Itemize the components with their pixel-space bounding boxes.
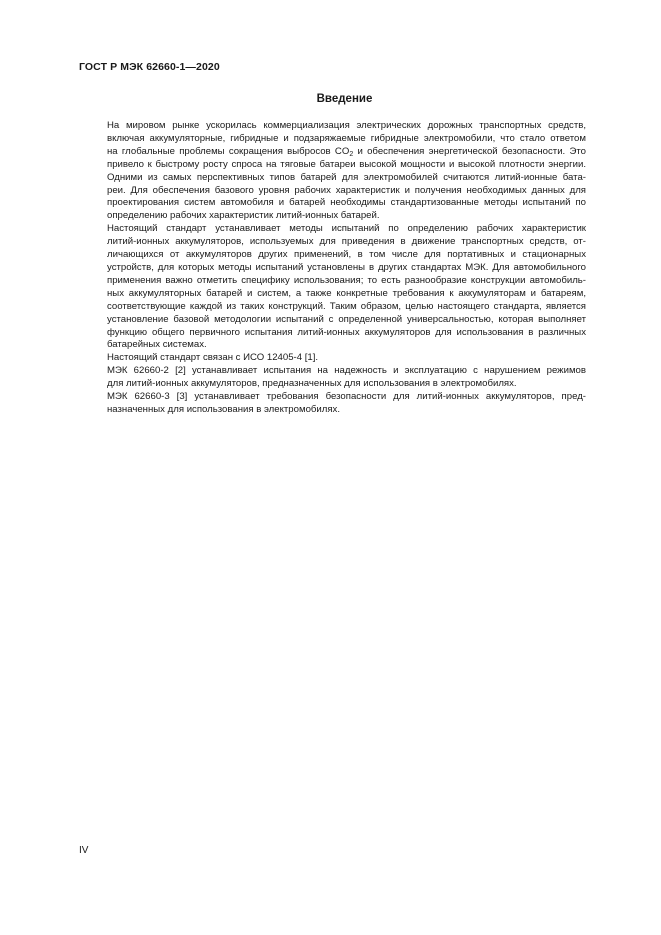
section-title: Введение — [316, 93, 373, 105]
text-line: На мировом рынке ускорилась коммерциализация электрических дорожных транспортных средств, — [107, 120, 586, 131]
text-line: привело к быстрому росту спроса на тяговые батареи высокой мощности и высокой плотности энергии. — [107, 158, 586, 170]
text-line-co2 — [79, 146, 586, 159]
text-line: устройств, для которых методы испытаний установлены в других стандартах МЭК. Для автомобильного — [107, 261, 586, 273]
text-line: соответствующие каждой из таких конструкций. Таким образом, целью настоящего стандарта, является — [107, 300, 586, 312]
co2-subscript: 2 — [349, 150, 354, 158]
paragraph — [79, 391, 586, 417]
text-line: Настоящий стандарт устанавливает методы испытаний по определению рабочих характеристик — [107, 223, 586, 235]
paragraph — [79, 352, 586, 365]
text-line: Одними из самых перспективных типов батарей для электромобилей считаются литий-ионные бата- — [107, 171, 586, 183]
text-line: определению рабочих характеристик литий-ионных батарей. — [107, 210, 380, 222]
paragraph — [79, 223, 586, 352]
text-line: для литий-ионных аккумуляторов, предназначенных для использования в электромобилях. — [107, 378, 517, 390]
text-line: включая аккумуляторные, гибридные и подзаряжаемые гибридные электромобили, что стало ответом — [107, 132, 586, 144]
page-number: IV — [79, 845, 89, 856]
text-line: реи. Для обеспечения базового уровня рабочих характеристик и получения необходимых данных для — [107, 184, 586, 196]
paragraph — [79, 120, 586, 223]
text-line: применения важно отметить специфику использования; то есть разнообразие конструкции автомобиль- — [107, 274, 586, 286]
text-line: назначенных для использования в электромобилях. — [107, 403, 341, 415]
text-line: Настоящий стандарт связан с ИСО 12405-4 [1]. — [107, 352, 319, 364]
text-line: МЭК 62660-2 [2] устанавливает испытания на надежность и эксплуатацию с нарушением режимов — [107, 365, 586, 377]
text-line: личающихся от аккумуляторов других применений, в том числе для портативных и стационарных — [107, 249, 586, 261]
text-line: функцию общего первичного испытания литий-ионных аккумуляторов для использования в различных — [107, 326, 586, 338]
text-line: ных аккумуляторных батарей и систем, а также конкретные требования к аккумуляторам и батареям, — [107, 287, 586, 299]
text-line: литий-ионных аккумуляторов, используемых для приведения в движение транспортных средств, от- — [107, 236, 586, 248]
text-fragment: на глобальные проблемы сокращения выбросов CO — [107, 145, 350, 157]
text-line: установление базовой методологии испытаний с определенной универсальностью, которая выполняет — [107, 313, 586, 325]
introduction-body — [79, 120, 586, 417]
paragraph — [79, 365, 586, 391]
standard-designation: ГОСТ Р МЭК 62660-1—2020 — [79, 61, 220, 73]
text-line: проектирования систем автомобиля и батарей необходимы стандартизованные методы испытаний по — [107, 197, 586, 209]
text-line: батарейных системах. — [107, 339, 207, 351]
text-line: МЭК 62660-3 [3] устанавливает требования безопасности для литий-ионных аккумуляторов, пред- — [107, 391, 586, 403]
text-fragment: и обеспечения энергетической безопасности. Это — [353, 145, 586, 157]
